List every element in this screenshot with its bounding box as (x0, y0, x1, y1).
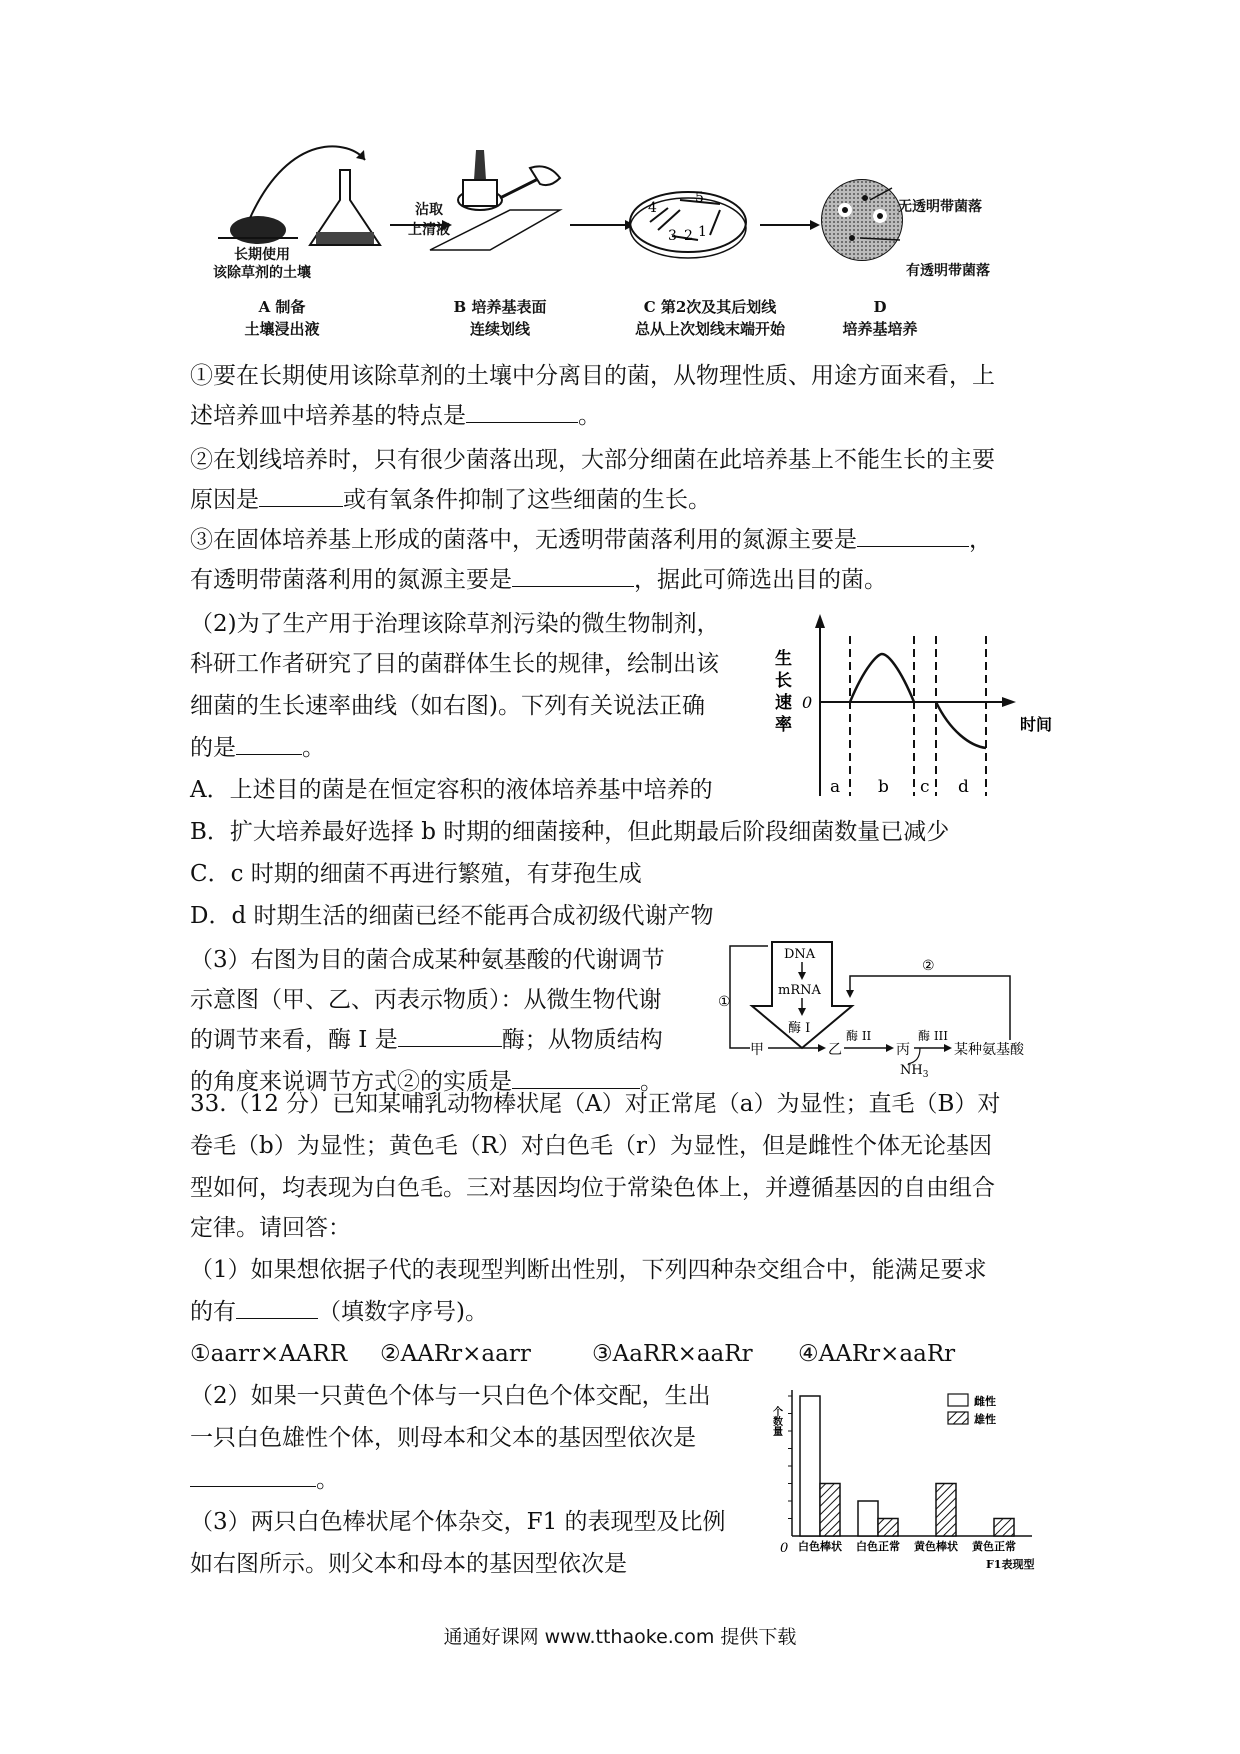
q1-text: 述培养皿中培养基的特点是 (190, 403, 466, 429)
q33-line1: 33.（12 分）已知某哺乳动物棒状尾（A）对正常尾（a）为显性；直毛（B）对 (190, 1091, 1001, 1117)
category-label: 黄色正常 (972, 1540, 1016, 1553)
caption-a (222, 296, 342, 340)
zero-label: 0 (802, 693, 813, 712)
answer-blank[interactable] (236, 1294, 318, 1319)
q1-line4 (190, 480, 711, 520)
origin-label: 0 (780, 1541, 789, 1556)
colony-dot (877, 213, 883, 219)
enzyme1-label: 酶 I (788, 1021, 811, 1036)
dip-label (408, 200, 450, 240)
q1-line2 (190, 396, 601, 436)
footer-text: 通通好课网 www.tthaoke.com 提供下载 (443, 1626, 797, 1648)
bar-y-label: 个数量 (770, 1406, 782, 1436)
soil-label (212, 246, 312, 282)
q1-text: 或有氧条件抑制了这些细菌的生长。 (343, 487, 711, 513)
q2-option-a: A．上述目的菌是在恒定容积的液体培养基中培养的 (190, 777, 713, 803)
legend-female-swatch (948, 1394, 968, 1406)
colony-dot (842, 207, 848, 213)
soil-heap-icon (230, 216, 286, 244)
caption-line: 土壤浸出液 (244, 320, 320, 338)
cross-option-4: ④AARr×aaRr (798, 1341, 956, 1367)
dna-label: DNA (784, 947, 816, 962)
q1-line5 (190, 520, 992, 560)
q33-text: 。 (316, 1467, 339, 1493)
answer-blank[interactable] (466, 398, 578, 423)
category-label: 白色棒状 (798, 1540, 842, 1553)
q2-line4 (190, 728, 325, 768)
pathway-diagram (718, 936, 1060, 1080)
caption-c (610, 296, 810, 340)
q2-line3: 细菌的生长速率曲线（如右图)。下列有关说法正确 (190, 693, 705, 719)
q33-text: 的有 (190, 1299, 236, 1325)
q33-part2-line3 (190, 1460, 339, 1500)
dish-number: 4 (648, 200, 657, 216)
colony-dot (849, 235, 855, 241)
q1-line3: ②在划线培养时，只有很少菌落出现，大部分细菌在此培养基上不能生长的主要 (190, 447, 995, 473)
category-label: 白色正常 (856, 1540, 900, 1553)
q3-text: 酶；从物质结构 (501, 1027, 663, 1053)
q3-line1: （3）右图为目的菌合成某种氨基酸的代谢调节 (190, 947, 665, 973)
y-label-char: 速 (775, 693, 792, 713)
q2-option-b: B．扩大培养最好选择 b 时期的细菌接种，但此期最后阶段细菌数量已减少 (190, 819, 950, 845)
q3-text: 的角度来说调节方式②的实质是 (190, 1069, 512, 1095)
bar-female (858, 1501, 878, 1536)
circle2-label: ② (922, 958, 935, 974)
q2-line1: （2)为了生产用于治理该除草剂污染的微生物制剂， (190, 611, 720, 637)
q33-part2-line2: 一只白色雄性个体，则母本和父本的基因型依次是 (190, 1425, 696, 1451)
answer-blank[interactable] (236, 730, 302, 755)
q1-text: 原因是 (190, 487, 259, 513)
q33-part3-line1: （3）两只白色棒状尾个体杂交，F1 的表现型及比例 (190, 1509, 726, 1535)
bar-male (936, 1484, 956, 1537)
q33-part1-line2 (190, 1292, 488, 1332)
dish-number: 2 (684, 228, 693, 244)
colony-dot (862, 195, 868, 201)
bar-female (800, 1396, 820, 1536)
phase-label: a (830, 777, 841, 797)
bar-male (994, 1519, 1014, 1537)
y-label-char: 率 (775, 715, 792, 735)
q3-text: 的调节来看，酶 I 是 (190, 1027, 398, 1053)
dip-label-line: 上清液 (408, 222, 450, 238)
legend-female-label: 雌性 (974, 1395, 996, 1408)
q1-line6 (190, 560, 887, 600)
caption-b (430, 296, 570, 340)
x-axis-label: 时间 (1020, 715, 1053, 734)
bar-male (820, 1484, 840, 1537)
caption-line: A 制备 (258, 298, 306, 316)
q1-text: 有透明带菌落利用的氮源主要是 (190, 567, 512, 593)
q33-part2-line1: （2）如果一只黄色个体与一只白色个体交配，生出 (190, 1383, 711, 1409)
y-label-char: 长 (775, 671, 792, 691)
q1-text: ③在固体培养基上形成的菌落中，无透明带菌落利用的氮源主要是 (190, 527, 857, 553)
q2-option-d: D．d 时期生活的细菌已经不能再合成初级代谢产物 (190, 903, 714, 929)
caption-line: 连续划线 (469, 320, 530, 338)
loop-icon (500, 178, 540, 198)
q2-option-c: C．c 时期的细菌不再进行繁殖，有芽孢生成 (190, 861, 642, 887)
q1-text: ， (969, 527, 992, 553)
caption-line: 总从上次划线末端开始 (634, 320, 785, 338)
bar-x-label: F1表现型 (986, 1558, 1035, 1571)
q2-text: 。 (302, 735, 325, 761)
nh3-label (900, 1063, 929, 1080)
q33-part1-line1: （1）如果想依据子代的表现型判断出性别，下列四种杂交组合中，能满足要求 (190, 1257, 987, 1283)
caption-d (820, 296, 940, 340)
answer-blank[interactable] (512, 562, 634, 587)
dip-label-line: 沾取 (415, 202, 443, 218)
category-label: 黄色棒状 (914, 1540, 958, 1553)
cross-option-1: ①aarr×AARR (190, 1341, 348, 1367)
soil-label-line: 该除草剂的土壤 (213, 265, 311, 281)
jia-label: 甲 (750, 1042, 764, 1058)
growth-rate-chart (770, 606, 1070, 806)
caption-line: C 第2次及其后划线 (643, 298, 777, 316)
f1-bar-chart (770, 1386, 1070, 1576)
q2-line2: 科研工作者研究了目的菌群体生长的规律，绘制出该 (190, 651, 719, 677)
legend-male-label: 雄性 (974, 1413, 996, 1426)
circle1-label: ① (718, 994, 731, 1010)
growth-curve (850, 654, 914, 702)
caption-line: 培养基培养 (842, 320, 918, 338)
colony-no-halo-label: 无透明带菌落 (898, 199, 982, 215)
q2-text: 的是 (190, 735, 236, 761)
q33-text: （填数字序号)。 (318, 1299, 488, 1325)
cross-option-3: ③AaRR×aaRr (592, 1341, 753, 1367)
decline-curve (936, 702, 986, 748)
q33-part3-line2: 如右图所示。则父本和母本的基因型依次是 (190, 1551, 627, 1577)
cross-option-2: ②AARr×aarr (380, 1341, 531, 1367)
colony-halo-label: 有透明带菌落 (906, 263, 990, 279)
q33-line2: 卷毛（b）为显性；黄色毛（R）对白色毛（r）为显性，但是雌性个体无论基因 (190, 1133, 993, 1159)
caption-line: D (873, 298, 887, 316)
dish-number: 3 (668, 228, 677, 244)
answer-blank[interactable] (190, 1462, 316, 1487)
answer-blank[interactable] (398, 1022, 502, 1047)
q33-line3: 型如何，均表现为白色毛。三对基因均位于常染色体上，并遵循基因的自由组合 (190, 1175, 995, 1201)
nh3-text: NH (900, 1063, 923, 1078)
q3-line3 (190, 1020, 663, 1060)
bing-label: 丙 (896, 1042, 910, 1058)
q1-text: 。 (578, 403, 601, 429)
q1-line1: ①要在长期使用该除草剂的土壤中分离目的菌，从物理性质、用途方面来看，上 (190, 363, 995, 389)
enzyme3-label: 酶 III (918, 1029, 949, 1043)
q1-text: ，据此可筛选出目的菌。 (634, 567, 887, 593)
phase-label: d (958, 777, 969, 797)
legend-male-swatch (948, 1412, 968, 1424)
dish-number: 5 (695, 190, 704, 206)
yi-label: 乙 (828, 1042, 842, 1058)
regulation-loop-1 (730, 946, 768, 1048)
answer-blank[interactable] (259, 482, 343, 507)
mrna-label: mRNA (778, 983, 821, 998)
enzyme2-label: 酶 II (846, 1029, 872, 1043)
q3-line2: 示意图（甲、乙、丙表示物质）：从微生物代谢 (190, 987, 662, 1013)
answer-blank[interactable] (857, 522, 969, 547)
soil-label-line: 长期使用 (234, 247, 290, 263)
bar-male (878, 1519, 898, 1537)
q33-cross-options (190, 1334, 955, 1374)
y-label-char: 生 (775, 649, 792, 669)
product-label: 某种氨基酸 (954, 1042, 1024, 1058)
caption-line: B 培养基表面 (453, 298, 547, 316)
dish-number: 1 (698, 224, 707, 240)
phase-label: b (878, 777, 889, 797)
nh3-subscript: 3 (922, 1070, 929, 1080)
q33-line4: 定律。请回答： (190, 1215, 351, 1241)
phase-label: c (920, 777, 930, 797)
q3-text: 。 (640, 1069, 663, 1095)
